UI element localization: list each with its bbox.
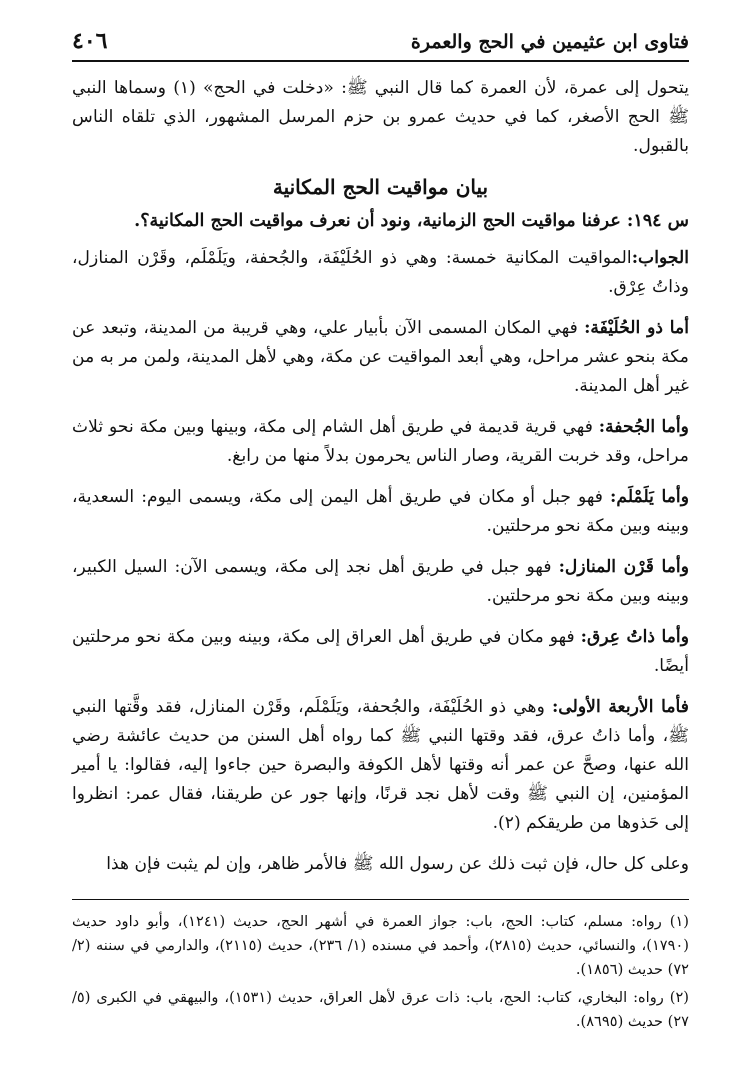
paragraph-dhul-hulayfah: [72, 314, 689, 401]
paragraph-text: فهو جبل أو مكان في طريق أهل اليمن إلى مكة، ويسمى اليوم: السعدية، وبينه وبين مكة نحو مرحلتين.: [72, 487, 689, 536]
question: س ١٩٤: عرفنا مواقيت الحج الزمانية، ونود أن نعرف مواقيت الحج المكانية؟.: [134, 211, 689, 231]
intro-paragraph: يتحول إلى عمرة، لأن العمرة كما قال النبي ﷺ: «دخلت في الحج» (١) وسماها النبي ﷺ الحج الأصغر، كما في حديث عمرو بن حزم المرسل المشهور، الذي تلقاه الناس بالقبول.: [72, 78, 689, 156]
answer-label: الجواب:: [631, 248, 689, 268]
section-title: بيان مواقيت الحج المكانية: [272, 175, 489, 199]
page-header: [72, 28, 689, 62]
paragraph-text: فهو مكان في طريق أهل العراق إلى مكة، وبينه وبين مكة نحو مرحلتين أيضًا.: [72, 627, 689, 676]
footnote: (٢) رواه: البخاري، كتاب: الحج، باب: ذات عرق لأهل العراق، حديث (١٥٣١)، والبيهقي في الكبرى (٥/ ٢٧) حديث (٨٦٩٥).: [72, 989, 689, 1030]
closing-paragraph: وعلى كل حال، فإن ثبت ذلك عن رسول الله ﷺ فالأمر ظاهر، وإن لم يثبت فإن هذا: [106, 854, 689, 874]
paragraph-text: فهي المكان المسمى الآن بأبيار علي، وهي قريبة من المدينة، وتبعد عن مكة بنحو عشر مراحل، وهي أبعد المواقيت عن مكة، وهي لأهل المدينة، ولمن مر به من غير أهل المدينة.: [72, 318, 689, 396]
paragraph-text: فهو جبل في طريق أهل نجد إلى مكة، ويسمى الآن: السيل الكبير، وبينه وبين مكة نحو مرحلتين.: [72, 557, 689, 606]
footnotes: [72, 910, 689, 1034]
footnote: (١) رواه: مسلم، كتاب: الحج، باب: جواز العمرة في أشهر الحج، حديث (١٢٤١)، وأبو داود حديث (١٧٩٠)، والنسائي، حديث (٢٨١٥)، وأحمد في مسنده (١/ ٢٣٦)، حديث (٢١١٥)، والدارمي في سننه (٢/ ٧٢) حديث (١٨٥٦).: [72, 913, 689, 978]
paragraph-yalamlam: [72, 483, 689, 541]
paragraph-dhat-irq: [72, 623, 689, 681]
paragraph-lead: أما ذو الحُلَيْفَة:: [584, 318, 689, 338]
paragraph-lead: وأما يَلَمْلَم:: [610, 487, 690, 507]
answer-paragraph: [72, 244, 689, 302]
page-number: ٤٠٦: [72, 28, 108, 54]
book-title: فتاوى ابن عثيمين في الحج والعمرة: [410, 31, 689, 53]
paragraph-lead: فأما الأربعة الأولى:: [551, 697, 689, 717]
paragraph-text: فهي قرية قديمة في طريق أهل الشام إلى مكة، وبينها وبين مكة نحو ثلاث مراحل، وقد خربت القرية، وصار الناس يحرمون بدلاً منها من رابغ.: [72, 417, 689, 466]
paragraph-juhfah: [72, 413, 689, 471]
footnote-divider: [72, 899, 689, 900]
paragraph-lead: وأما الجُحفة:: [598, 417, 689, 437]
paragraph-qarn-al-manazil: [72, 553, 689, 611]
paragraph-text: وهي ذو الحُلَيْفَة، والجُحفة، ويَلَمْلَم، وقَرْن المنازل، فقد وقَّتها النبي ﷺ، وأما ذاتُ عرق، فقد وقتها النبي ﷺ كما رواه أهل السنن من حديث عائشة رضي الله عنها، وصحَّ عن عمر أنه وقتها لأهل الكوفة والبصرة حين جاءوا إليه، فقالوا: يا أمير المؤمنين، إن النبي ﷺ وقت لأهل نجد قرنًا، وإنها جور عن طريقنا، فقال عمر: انظروا إلى حَذوها من طريقكم (٢).: [72, 697, 689, 833]
paragraph-lead: وأما ذاتُ عِرق:: [580, 627, 690, 647]
paragraph-first-four: [72, 693, 689, 838]
paragraph-lead: وأما قَرْن المنازل:: [558, 557, 690, 577]
answer-text: المواقيت المكانية خمسة: وهي ذو الحُلَيْفَة، والجُحفة، ويَلَمْلَم، وقَرْن المنازل، وذاتُ عِرْق.: [72, 248, 689, 297]
